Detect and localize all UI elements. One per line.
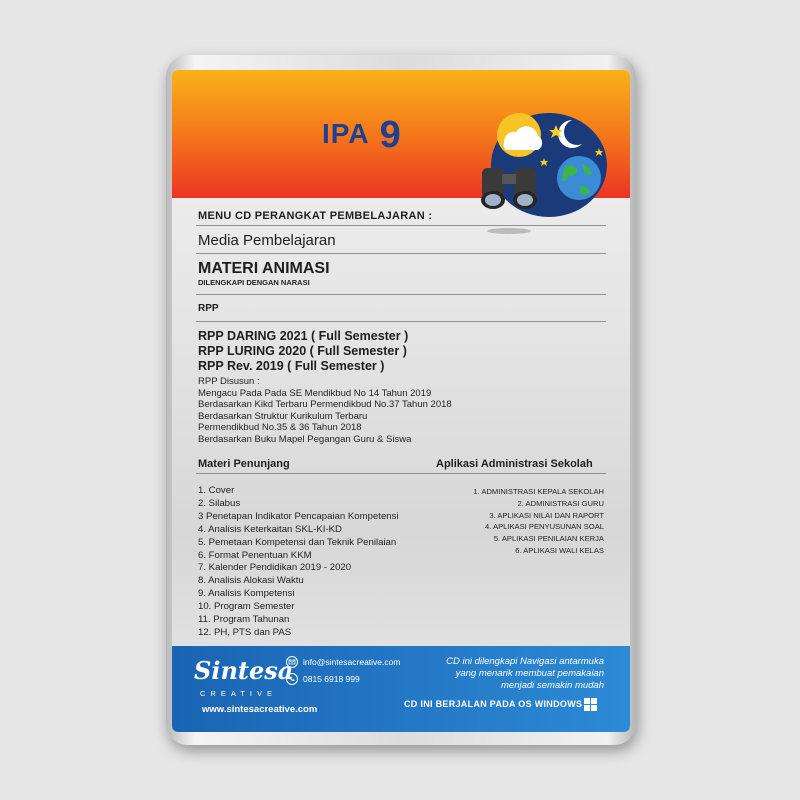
note-line: yang menarik membuat pemakaian: [455, 668, 604, 679]
brand-subtitle: CREATIVE: [200, 689, 277, 698]
list-item: 3. APLIKASI NILAI DAN RAPORT: [489, 510, 604, 520]
list-item: 6. APLIKASI WALI KELAS: [515, 545, 604, 555]
list-item: 10. Program Semester: [198, 601, 295, 613]
phone-text: 0815 6918 999: [303, 674, 360, 684]
rpp-item: RPP Rev. 2019 ( Full Semester ): [198, 359, 385, 373]
grade-label: 9: [379, 114, 402, 156]
brand-logo: Sintesa: [194, 656, 294, 685]
rpp-list: [198, 329, 408, 374]
divider: [196, 253, 606, 254]
list-item: 5. APLIKASI PENILAIAN KERJA: [493, 534, 604, 544]
phone-contact: [286, 673, 360, 685]
list-item: 4. APLIKASI PENYUSUNAN SOAL: [484, 522, 604, 532]
whatsapp-icon: [286, 673, 298, 685]
materi-subheading: DILENGKAPI DENGAN NARASI: [198, 278, 310, 287]
rpp-item: RPP LURING 2020 ( Full Semester ): [198, 344, 407, 358]
note-line: CD ini dilengkapi Navigasi antarmuka: [446, 656, 604, 667]
list-item: 11. Program Tahunan: [198, 614, 290, 626]
list-item: 2. ADMINISTRASI GURU: [517, 498, 604, 508]
list-item: 7. Kalender Pendidikan 2019 - 2020: [198, 562, 352, 574]
navigation-note: [400, 656, 604, 692]
subject-title: [322, 114, 402, 157]
website-url: www.sintesacreative.com: [202, 704, 318, 715]
disusun-line: Mengacu Pada Pada SE Mendikbud No 14 Tahun 2019: [198, 387, 432, 399]
divider: [196, 294, 606, 295]
aplikasi-heading: Aplikasi Administrasi Sekolah: [436, 458, 593, 470]
rpp-heading: RPP: [198, 303, 219, 314]
disusun-line: RPP Disusun :: [198, 376, 260, 387]
footer-band: [172, 646, 630, 732]
list-item: 6. Format Penentuan KKM: [198, 549, 312, 561]
aplikasi-list: [416, 486, 604, 557]
menu-title: MENU CD PERANGKAT PEMBELAJARAN :: [198, 210, 433, 222]
divider: [196, 321, 606, 322]
cd-cover: [172, 70, 630, 732]
list-item: 3 Penetapan Indikator Pencapaian Kompetensi: [198, 510, 399, 522]
materi-penunjang-list: [198, 485, 399, 640]
list-item: 1. ADMINISTRASI KEPALA SEKOLAH: [473, 487, 604, 496]
disusun-line: Berdasarkan Buku Mapel Pegangan Guru & Siswa: [198, 433, 412, 445]
disusun-line: Berdasarkan Struktur Kurikulum Terbaru: [198, 410, 368, 422]
disusun-line: Berdasarkan Kikd Terbaru Permendikbud No.37 Tahun 2018: [198, 399, 452, 410]
subject-label: IPA: [322, 118, 370, 149]
windows-logo-icon: [584, 698, 598, 712]
list-item: 1. Cover: [198, 485, 235, 496]
list-item: 8. Analisis Alokasi Waktu: [198, 575, 304, 587]
email-icon: [286, 656, 298, 668]
rpp-item: RPP DARING 2021 ( Full Semester ): [198, 329, 409, 343]
divider: [196, 225, 606, 226]
list-item: 12. PH, PTS dan PAS: [198, 626, 292, 638]
list-item: 9. Analisis Kompetensi: [198, 588, 295, 600]
email-text: info@sintesacreative.com: [303, 657, 401, 667]
disusun-line: Permendikbud No.35 & 36 Tahun 2018: [198, 422, 362, 433]
list-item: 2. Silabus: [198, 497, 241, 509]
materi-penunjang-heading: Materi Penunjang: [198, 458, 290, 470]
list-item: 5. Pemetaan Kompetensi dan Teknik Penilaian: [198, 536, 397, 548]
media-heading: Media Pembelajaran: [198, 232, 336, 249]
os-note: CD INI BERJALAN PADA OS WINDOWS: [404, 699, 583, 709]
materi-heading: MATERI ANIMASI: [198, 260, 330, 277]
email-contact: [286, 656, 400, 668]
note-line: menjadi semakin mudah: [501, 680, 604, 691]
binoculars-night-sky-illustration: [464, 90, 614, 240]
list-item: 4. Analisis Keterkaitan SKL-KI-KD: [198, 523, 342, 535]
rpp-disusun-list: [198, 376, 452, 445]
divider: [196, 473, 606, 474]
